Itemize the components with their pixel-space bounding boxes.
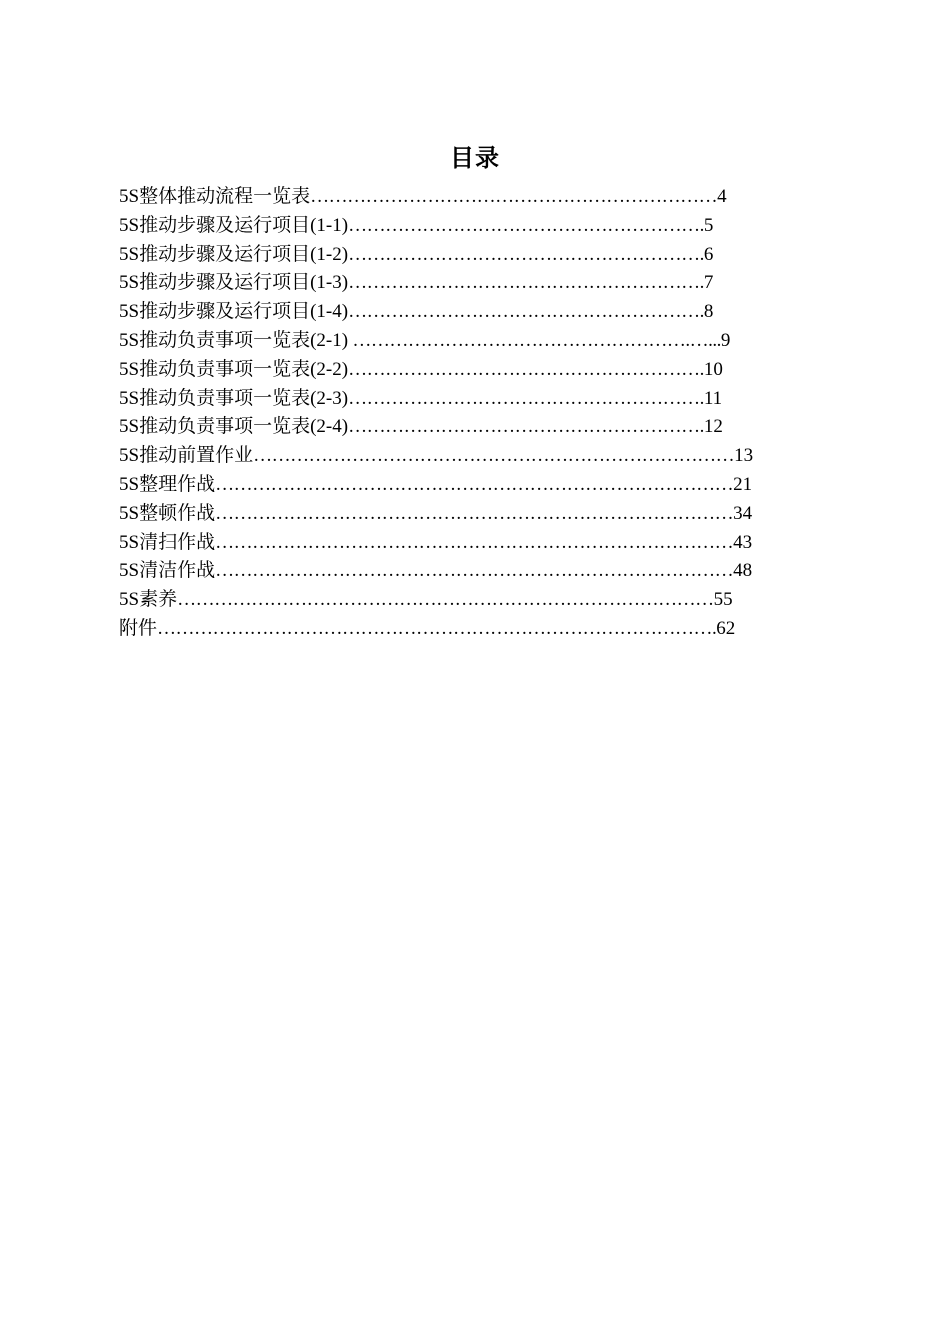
toc-entry-page: 4 [717, 186, 727, 207]
toc-entry-page: 12 [703, 416, 723, 438]
toc-entry [119, 298, 864, 327]
toc-entry-text: 5S推动负责事项一览表(2-1) [119, 329, 349, 351]
toc-entry-text: 5S整体推动流程一览表 [119, 186, 311, 207]
toc-entry-page: 62 [716, 617, 736, 639]
toc-entry-leader: …………………………………………………. [348, 243, 704, 265]
toc-entry [119, 356, 864, 385]
toc-entry-text: 5S推动步骤及运行项目(1-3) [119, 272, 349, 294]
toc-entry [119, 183, 864, 212]
toc-title: 目录 [450, 144, 500, 172]
toc-entry-page: 6 [703, 243, 714, 265]
toc-entry [119, 327, 864, 356]
toc-entry [119, 615, 864, 644]
toc-entry [119, 500, 864, 529]
toc-list [119, 183, 864, 644]
toc-entry-leader: …………………………………………………. [348, 272, 704, 294]
toc-entry-text: 5S整理作战 [119, 473, 216, 495]
toc-entry-page: 9 [720, 329, 731, 351]
toc-entry-page: 8 [703, 301, 714, 323]
toc-entry-leader: …………………………………………………. [348, 387, 704, 409]
toc-entry-leader: …………………………………………………. [348, 358, 704, 380]
toc-entry-page: 43 [733, 531, 753, 553]
toc-entry-text: 5S清洁作战 [119, 560, 216, 582]
toc-entry-text: 5S推动步骤及运行项目(1-4) [119, 301, 349, 323]
toc-entry-text: 5S推动步骤及运行项目(1-2) [119, 243, 349, 265]
toc-entry [119, 442, 864, 471]
toc-entry-page: 5 [703, 214, 714, 236]
toc-entry-page: 55 [713, 589, 733, 611]
toc-entry-leader: ………………………………………………………… [310, 186, 718, 207]
toc-entry-text: 5S推动负责事项一览表(2-2) [119, 358, 349, 380]
toc-entry-leader: ………………………………………………………………………………. [157, 617, 717, 639]
toc-entry-page: 13 [734, 445, 754, 467]
toc-entry-text: 5S推动负责事项一览表(2-4) [119, 416, 349, 438]
toc-entry-leader: …………………………………………………. [348, 214, 704, 236]
toc-entry [119, 557, 864, 586]
toc-entry [119, 471, 864, 500]
toc-entry [119, 241, 864, 270]
toc-entry-leader: ……………………………………………….…... [348, 329, 721, 351]
toc-entry-leader: ………………………………………………………………………… [215, 560, 734, 582]
toc-entry [119, 529, 864, 558]
toc-entry-text: 5S清扫作战 [119, 531, 216, 553]
toc-entry-leader: ………………………………………………………………………… [215, 531, 734, 553]
toc-entry-leader: …………………………………………………. [348, 416, 704, 438]
toc-entry-text: 5S推动前置作业 [119, 445, 254, 467]
toc-entry [119, 269, 864, 298]
toc-entry-page: 34 [733, 502, 753, 524]
toc-entry-text: 5S推动负责事项一览表(2-3) [119, 387, 349, 409]
toc-entry-page: 10 [703, 358, 723, 380]
toc-entry [119, 385, 864, 414]
toc-entry-leader: …………………………………………………………………………… [177, 589, 714, 611]
toc-entry-leader: ………………………………………………………………………… [215, 502, 734, 524]
toc-entry-page: 48 [733, 560, 753, 582]
toc-entry-page: 7 [703, 272, 714, 294]
toc-entry-page: 11 [703, 387, 723, 409]
toc-entry-text: 5S推动步骤及运行项目(1-1) [119, 214, 349, 236]
toc-entry-leader: …………………………………………………. [348, 301, 704, 323]
toc-entry-leader: ………………………………………………………………………… [215, 473, 734, 495]
toc-entry [119, 586, 864, 615]
toc-entry-text: 5S素养 [119, 589, 178, 611]
toc-entry-leader: …………………………………………………………………… [253, 445, 735, 467]
toc-entry-page: 21 [733, 473, 753, 495]
toc-entry-text: 5S整顿作战 [119, 502, 216, 524]
toc-entry-text: 附件 [119, 617, 158, 639]
toc-entry [119, 413, 864, 442]
toc-entry [119, 212, 864, 241]
